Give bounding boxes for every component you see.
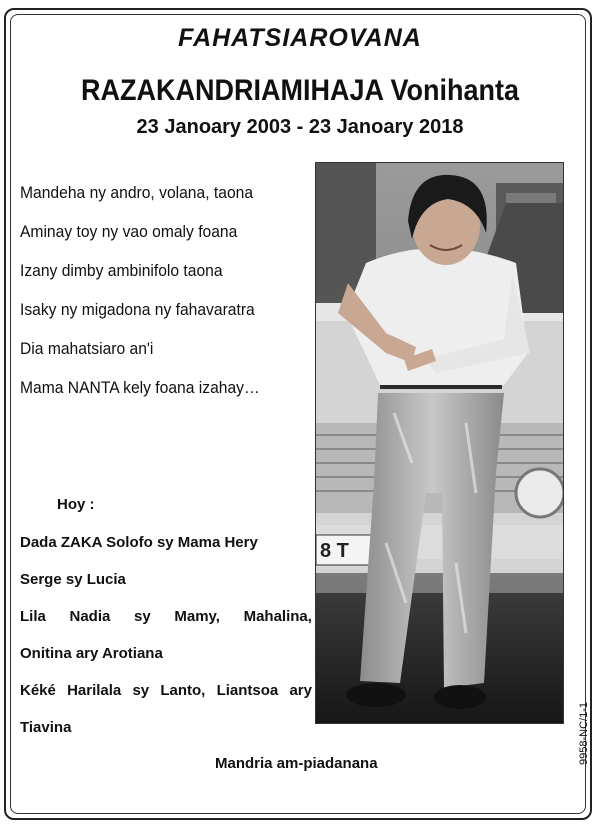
family-line-1: Dada ZAKA Solofo sy Mama Hery — [20, 534, 258, 551]
poem-line: Aminay toy ny vao omaly foana — [20, 222, 238, 241]
family-word: Kéké — [20, 682, 56, 699]
family-line-6: Tiavina — [20, 719, 72, 736]
family-list — [20, 534, 312, 756]
notice-kicker: FAHATSIAROVANA — [178, 24, 422, 52]
photo-illustration — [316, 163, 564, 724]
family-word: Nadia — [69, 608, 111, 625]
memorial-photo — [315, 162, 564, 724]
family-word: ary — [289, 682, 312, 699]
poem-line: Izany dimby ambinifolo taona — [20, 261, 223, 280]
family-word: sy — [134, 608, 151, 625]
reference-code: 9958-NC/1-1 — [578, 702, 590, 765]
family-word: Mamy, — [174, 608, 220, 625]
closing-phrase: Mandria am-piadanana — [215, 755, 378, 772]
poem-line: Dia mahatsiaro an'i — [20, 339, 154, 358]
family-line-5 — [20, 682, 312, 700]
family-word: Liantsoa — [216, 682, 279, 699]
family-word: sy — [132, 682, 150, 699]
family-word: Lila — [20, 608, 46, 625]
family-line-2: Serge sy Lucia — [20, 571, 126, 588]
family-word: Mahalina, — [243, 608, 312, 625]
deceased-name: RAZAKANDRIAMIHAJA Vonihanta — [81, 74, 519, 107]
poem-line: Mama NANTA kely foana izahay… — [20, 378, 260, 397]
poem — [20, 183, 310, 417]
life-dates: 23 Janoary 2003 - 23 Janoary 2018 — [136, 116, 464, 138]
licence-plate-text: 8 T — [320, 540, 349, 562]
family-word: Lanto, — [160, 682, 206, 699]
family-heading: Hoy : — [57, 496, 95, 513]
family-line-4: Onitina ary Arotiana — [20, 645, 163, 662]
family-word: Harilala — [67, 682, 122, 699]
poem-line: Mandeha ny andro, volana, taona — [20, 183, 254, 202]
family-line-3 — [20, 608, 312, 626]
poem-line: Isaky ny migadona ny fahavaratra — [20, 300, 255, 319]
